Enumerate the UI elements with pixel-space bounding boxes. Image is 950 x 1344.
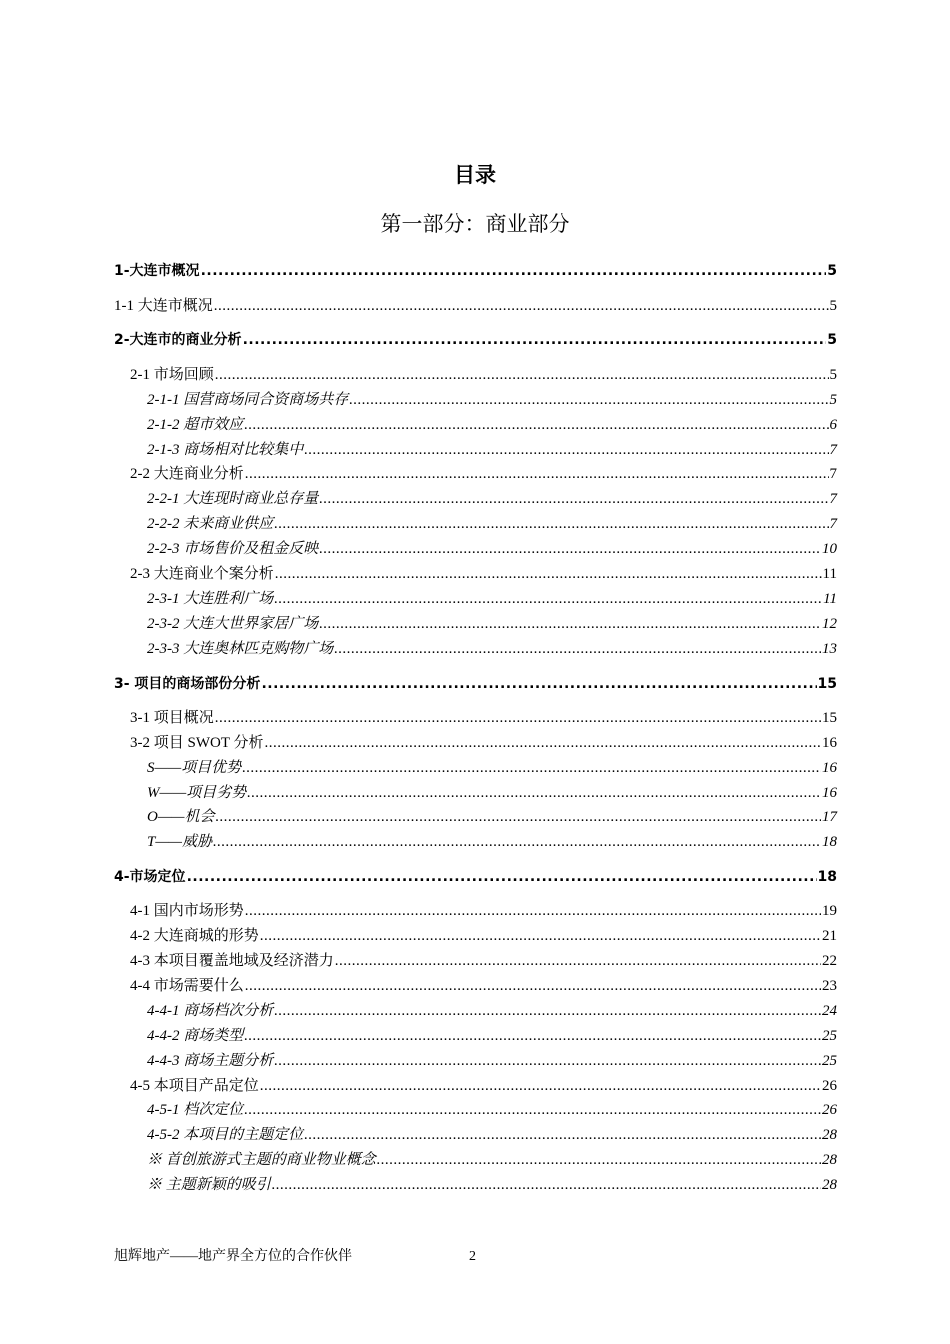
- toc-entry-title: 2-2-2 未来商业供应: [147, 516, 274, 532]
- toc-entry[interactable]: [147, 1099, 837, 1121]
- toc-entry[interactable]: [147, 638, 837, 660]
- toc-leader-dots: [274, 588, 822, 610]
- toc-entry-title: 2-大连市的商业分析: [114, 332, 242, 348]
- toc-leader-dots: [244, 1099, 821, 1121]
- toc-entry-page: 11: [822, 566, 837, 582]
- toc-entry-title: W——项目劣势: [147, 785, 247, 801]
- toc-entry-title: 4-4-2 商场类型: [147, 1028, 244, 1044]
- toc-entry[interactable]: [147, 757, 837, 779]
- toc-leader-dots: [260, 1075, 821, 1097]
- toc-leader-dots: [377, 1149, 821, 1171]
- toc-entry-title: 4-市场定位: [114, 869, 186, 885]
- toc-entry-page: 7: [829, 491, 837, 507]
- toc-entry-page: 5: [829, 298, 837, 314]
- toc-entry-page: 5: [827, 263, 837, 279]
- toc-leader-dots: [245, 975, 821, 997]
- toc-leader-dots: [187, 866, 817, 888]
- toc-leader-dots: [216, 806, 821, 828]
- toc-entry[interactable]: [114, 866, 837, 888]
- toc-entry[interactable]: [130, 707, 837, 729]
- footer-page-number: 2: [469, 1249, 476, 1264]
- toc-entry-page: 13: [822, 641, 837, 657]
- toc-entry-title: S——项目优势: [147, 760, 242, 776]
- toc-entry[interactable]: [114, 260, 837, 282]
- toc-leader-dots: [319, 538, 821, 560]
- toc-entry-page: 5: [827, 332, 837, 348]
- toc-leader-dots: [274, 513, 828, 535]
- toc-entry-title: 4-1 国内市场形势: [130, 903, 244, 919]
- toc-entry-title: 4-3 本项目覆盖地域及经济潜力: [130, 953, 334, 969]
- toc-entry-title: 4-4-1 商场档次分析: [147, 1003, 274, 1019]
- footer-company-slogan: 旭辉地产——地产界全方位的合作伙伴: [114, 1249, 352, 1264]
- toc-entry[interactable]: [130, 975, 837, 997]
- toc-leader-dots: [304, 1124, 821, 1146]
- toc-leader-dots: [274, 1050, 821, 1072]
- toc-entry-page: 26: [822, 1102, 837, 1118]
- toc-entry[interactable]: [147, 513, 837, 535]
- toc-entry-title: T——威胁: [147, 834, 213, 850]
- part-subtitle: 第一部分：商业部分: [380, 212, 570, 236]
- toc-entry[interactable]: [114, 295, 837, 317]
- toc-entry[interactable]: [147, 1025, 837, 1047]
- toc-leader-dots: [214, 295, 829, 317]
- toc-leader-dots: [274, 1000, 821, 1022]
- toc-entry[interactable]: [147, 414, 837, 436]
- toc-entry-page: 25: [822, 1053, 837, 1069]
- toc-leader-dots: [215, 707, 821, 729]
- toc-entry[interactable]: [130, 900, 837, 922]
- toc-entry-page: 28: [822, 1127, 837, 1143]
- toc-leader-dots: [261, 673, 816, 695]
- toc-entry-page: 5: [829, 367, 837, 383]
- toc-entry[interactable]: [147, 588, 837, 610]
- toc-leader-dots: [319, 488, 828, 510]
- toc-entry-title: 4-4-3 商场主题分析: [147, 1053, 274, 1069]
- toc-leader-dots: [349, 389, 828, 411]
- toc-entry-page: 10: [822, 541, 837, 557]
- toc-entry[interactable]: [130, 563, 837, 585]
- toc-leader-dots: [334, 638, 821, 660]
- toc-entry[interactable]: [147, 831, 837, 853]
- toc-entry-page: 7: [829, 466, 837, 482]
- toc-entry-page: 15: [822, 710, 837, 726]
- toc-entry-page: 11: [823, 591, 837, 607]
- toc-leader-dots: [201, 260, 827, 282]
- toc-entry[interactable]: [147, 1050, 837, 1072]
- toc-entry-title: 1-大连市概况: [114, 263, 200, 279]
- toc-entry-page: 15: [817, 676, 837, 692]
- toc-leader-dots: [243, 329, 827, 351]
- toc-entry-page: 23: [822, 978, 837, 994]
- toc-leader-dots: [244, 1025, 821, 1047]
- toc-entry-title: 2-1-2 超市效应: [147, 417, 244, 433]
- toc-entry-page: 16: [822, 735, 837, 751]
- toc-entry-title: 3-1 项目概况: [130, 710, 214, 726]
- toc-leader-dots: [335, 950, 821, 972]
- toc-leader-dots: [260, 925, 821, 947]
- toc-leader-dots: [272, 1174, 821, 1196]
- toc-entry-page: 26: [822, 1078, 837, 1094]
- toc-entry-title: O——机会: [147, 809, 215, 825]
- toc-entry-title: 3- 项目的商场部份分析: [114, 676, 261, 692]
- toc-entry-page: 24: [822, 1003, 837, 1019]
- toc-entry[interactable]: [147, 538, 837, 560]
- toc-entry[interactable]: [147, 389, 837, 411]
- toc-entry-page: 16: [822, 760, 837, 776]
- toc-entry[interactable]: [130, 1075, 837, 1097]
- toc-entry-title: 2-2-3 市场售价及租金反映: [147, 541, 319, 557]
- toc-entry-page: 21: [822, 928, 837, 944]
- toc-entry[interactable]: [147, 1000, 837, 1022]
- toc-entry[interactable]: [114, 673, 837, 695]
- toc-entry[interactable]: [130, 950, 837, 972]
- toc-entry-page: 19: [822, 903, 837, 919]
- toc-entry-title: ※ 主题新颖的吸引: [147, 1177, 271, 1193]
- toc-leader-dots: [247, 782, 821, 804]
- toc-entry[interactable]: [147, 806, 837, 828]
- toc-leader-dots: [304, 439, 828, 461]
- toc-entry[interactable]: [147, 1149, 837, 1171]
- toc-entry-title: 2-2-1 大连现时商业总存量: [147, 491, 319, 507]
- toc-entry-title: 2-1-1 国营商场同合资商场共存: [147, 392, 349, 408]
- toc-entry-title: 4-5-2 本项目的主题定位: [147, 1127, 304, 1143]
- toc-leader-dots: [242, 757, 821, 779]
- toc-entry-page: 18: [822, 834, 837, 850]
- toc-entry-title: 3-2 项目 SWOT 分析: [130, 735, 264, 751]
- toc-entry[interactable]: [130, 364, 837, 386]
- toc-entry-title: 2-1 市场回顾: [130, 367, 214, 383]
- toc-entry-title: 2-2 大连商业分析: [130, 466, 244, 482]
- toc-leader-dots: [213, 831, 821, 853]
- toc-entry-title: 1-1 大连市概况: [114, 298, 213, 314]
- toc-leader-dots: [264, 732, 821, 754]
- toc-entry-page: 18: [817, 869, 837, 885]
- toc-entry-title: 4-4 市场需要什么: [130, 978, 244, 994]
- toc-entry-title: 2-3-2 大连大世界家居广场: [147, 616, 319, 632]
- toc-entry-page: 22: [822, 953, 837, 969]
- toc-entry-page: 17: [822, 809, 837, 825]
- toc-entry-title: 4-5 本项目产品定位: [130, 1078, 259, 1094]
- toc-entry[interactable]: [130, 463, 837, 485]
- toc-entry[interactable]: [147, 1124, 837, 1146]
- toc-entry[interactable]: [147, 439, 837, 461]
- toc-entry-page: 6: [829, 417, 837, 433]
- toc-entry-page: 25: [822, 1028, 837, 1044]
- toc-leader-dots: [275, 563, 822, 585]
- toc-leader-dots: [245, 900, 821, 922]
- toc-leader-dots: [245, 463, 829, 485]
- toc-entry[interactable]: [147, 782, 837, 804]
- toc-leader-dots: [244, 414, 828, 436]
- toc-entry-page: 12: [822, 616, 837, 632]
- toc-entry-title: 2-1-3 商场相对比较集中: [147, 442, 304, 458]
- toc-entry[interactable]: [130, 925, 837, 947]
- toc-leader-dots: [215, 364, 829, 386]
- toc-entry-title: 2-3 大连商业个案分析: [130, 566, 274, 582]
- toc-title: 目录: [454, 163, 496, 187]
- toc-entry-title: 4-2 大连商城的形势: [130, 928, 259, 944]
- toc-entry-page: 16: [822, 785, 837, 801]
- toc-entry-page: 28: [822, 1152, 837, 1168]
- toc-leader-dots: [319, 613, 821, 635]
- toc-entry-title: 2-3-1 大连胜利广场: [147, 591, 274, 607]
- toc-entry[interactable]: [147, 613, 837, 635]
- toc-entry-title: 2-3-3 大连奥林匹克购物广场: [147, 641, 334, 657]
- toc-entry[interactable]: [147, 488, 837, 510]
- toc-entry[interactable]: [147, 1174, 837, 1196]
- toc-entry-page: 5: [829, 392, 837, 408]
- toc-entry-page: 7: [829, 442, 837, 458]
- toc-entry-title: ※ 首创旅游式主题的商业物业概念: [147, 1152, 376, 1168]
- toc-entry-page: 7: [829, 516, 837, 532]
- toc-entry-title: 4-5-1 档次定位: [147, 1102, 244, 1118]
- toc-entry[interactable]: [114, 329, 837, 351]
- toc-entry[interactable]: [130, 732, 837, 754]
- toc-entry-page: 28: [822, 1177, 837, 1193]
